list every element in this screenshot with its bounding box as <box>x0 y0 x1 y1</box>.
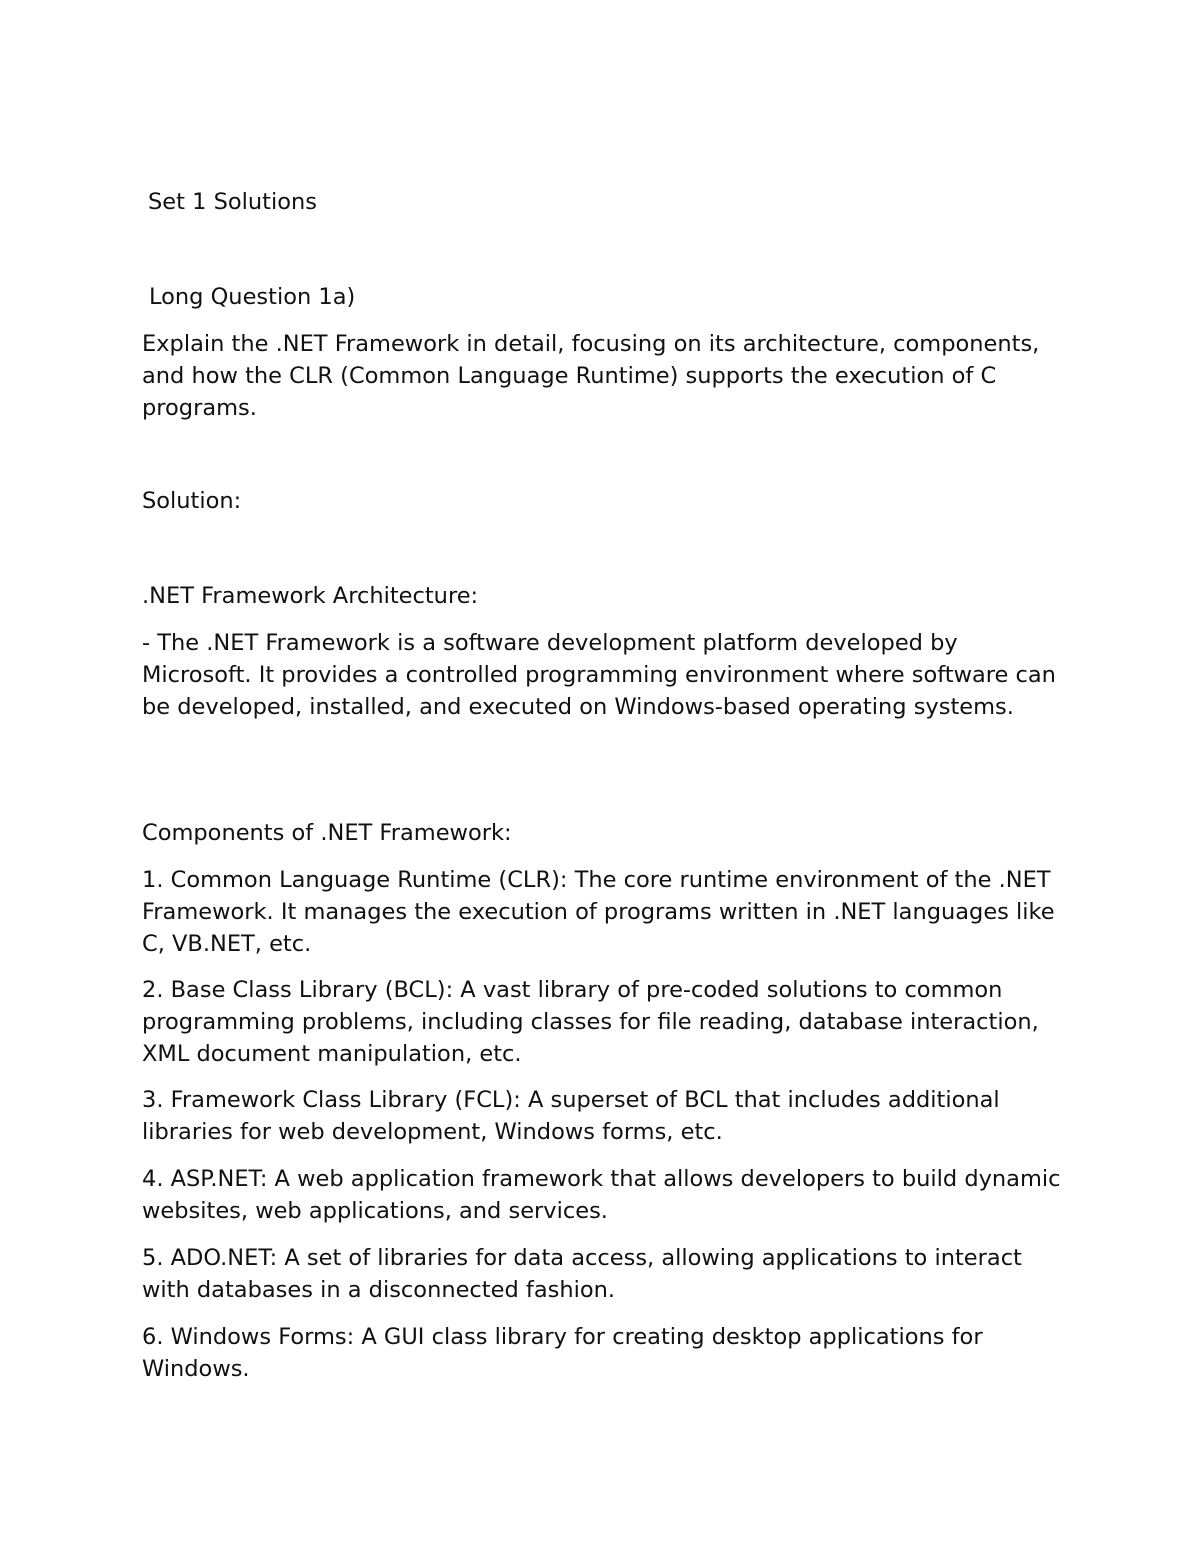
question-text: Explain the .NET Framework in detail, focusing on its architecture, components, and how the CLR (Common Language Runtime) supports the execution of C programs. <box>142 331 1040 421</box>
component-item-bcl: 2. Base Class Library (BCL): A vast library of pre-coded solutions to common programming problems, including classes for file reading, database interaction, XML document manipulation, etc. <box>142 977 1039 1067</box>
set-title: Set 1 Solutions <box>148 189 317 215</box>
component-item-fcl: 3. Framework Class Library (FCL): A superset of BCL that includes additional libraries for web development, Windows forms, etc. <box>142 1087 1000 1145</box>
component-item-winforms: 6. Windows Forms: A GUI class library for creating desktop applications for Windows. <box>142 1324 983 1382</box>
components-heading: Components of .NET Framework: <box>142 820 512 846</box>
question-label: Long Question 1a) <box>149 284 356 310</box>
architecture-heading: .NET Framework Architecture: <box>142 583 479 609</box>
component-item-clr: 1. Common Language Runtime (CLR): The core runtime environment of the .NET Framework. It manages the execution of programs written in .NET languages like C, VB.NET, etc. <box>142 867 1055 957</box>
architecture-text: - The .NET Framework is a software development platform developed by Microsoft. It provides a controlled programming environment where software can be developed, installed, and executed on Windows-based operating systems. <box>142 630 1056 720</box>
component-item-aspnet: 4. ASP.NET: A web application framework that allows developers to build dynamic websites, web applications, and services. <box>142 1166 1061 1224</box>
component-item-adonet: 5. ADO.NET: A set of libraries for data access, allowing applications to interact with databases in a disconnected fashion. <box>142 1245 1022 1303</box>
solution-label: Solution: <box>142 488 242 514</box>
